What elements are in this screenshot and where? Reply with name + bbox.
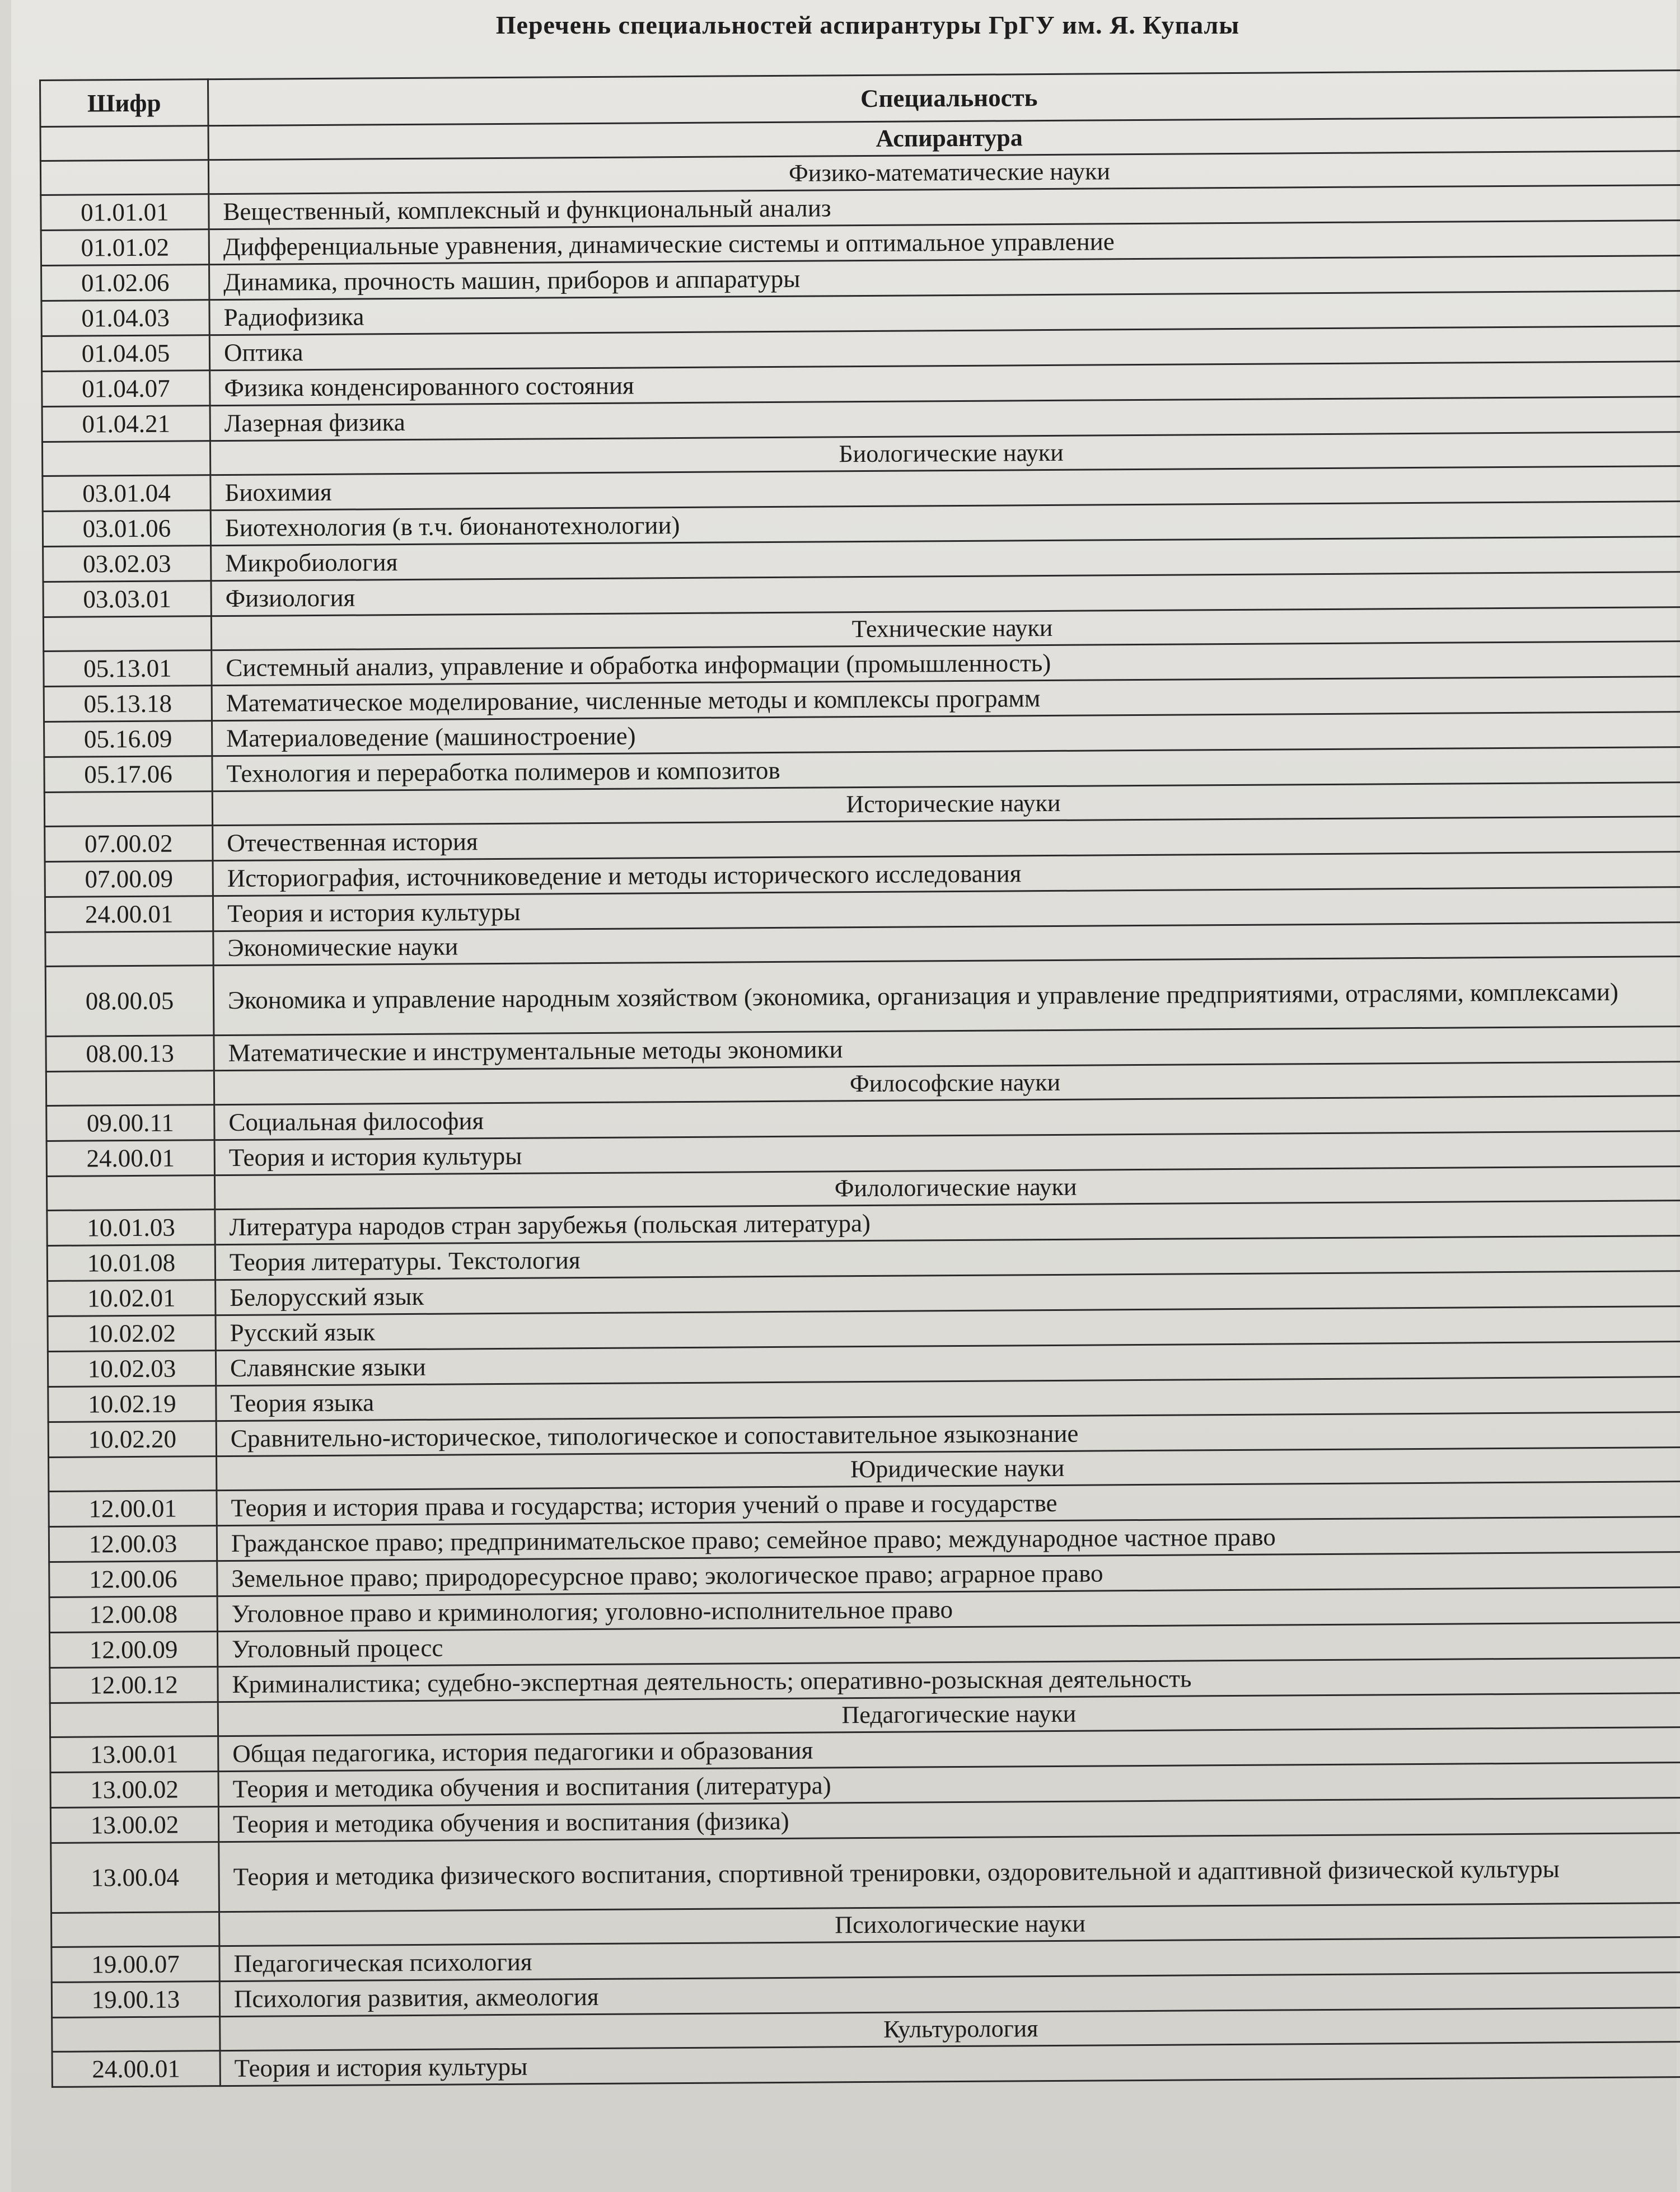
specialty-name: Педагогическая психология (219, 1937, 1680, 1981)
section-code-cell (45, 931, 213, 967)
specialty-name: Теория литературы. Текстология (215, 1235, 1680, 1280)
specialty-code: 01.01.01 (41, 194, 209, 231)
specialty-code: 10.02.03 (48, 1351, 216, 1387)
specialty-code: 24.00.01 (46, 1140, 214, 1177)
specialty-code: 08.00.05 (45, 966, 214, 1037)
specialty-code: 01.04.07 (42, 371, 210, 407)
specialty-code: 01.04.05 (41, 335, 209, 372)
specialty-name: Теория и история культуры (213, 887, 1680, 931)
specialty-name: Динамика, прочность машин, приборов и аппаратуры (209, 255, 1680, 299)
specialty-name: Социальная философия (214, 1095, 1680, 1140)
section-code-cell (49, 1456, 217, 1492)
specialty-name: Материаловедение (машиностроение) (212, 711, 1680, 756)
specialty-name: Физиология (211, 572, 1680, 616)
specialty-code: 07.00.02 (45, 826, 213, 862)
specialty-name: Микробиология (211, 536, 1680, 580)
section-code-cell (52, 2017, 220, 2052)
specialty-name: Историография, источниковедение и методы исторического исследования (213, 851, 1680, 896)
specialty-code: 24.00.01 (45, 896, 213, 933)
specialty-code: 19.00.07 (52, 1946, 219, 1983)
specialty-code: 13.00.02 (50, 1772, 218, 1808)
specialty-name: Теория и история культуры (220, 2041, 1680, 2086)
specialty-code: 01.04.21 (42, 406, 210, 442)
specialty-code: 12.00.01 (49, 1491, 217, 1527)
specialty-code: 10.01.08 (47, 1245, 215, 1281)
specialty-name: Уголовное право и криминология; уголовно-исполнительное право (217, 1587, 1680, 1631)
specialty-code: 10.02.01 (48, 1280, 216, 1317)
specialty-code: 05.13.01 (44, 650, 212, 687)
specialty-name: Сравнительно-историческое, типологическое и сопоставительное языкознание (216, 1412, 1680, 1456)
section-title: Технические науки (211, 607, 1680, 650)
specialty-name: Радиофизика (209, 291, 1680, 335)
document-page (11, 0, 1677, 2192)
top-section-title: Аспирантура (208, 116, 1680, 160)
section-title: Педагогические науки (218, 1693, 1680, 1736)
specialty-code: 10.02.02 (48, 1315, 216, 1352)
section-title: Физико-математические науки (208, 151, 1680, 194)
specialty-code: 12.00.03 (49, 1526, 217, 1562)
specialty-code: 01.04.03 (41, 300, 209, 336)
specialty-name: Земельное право; природоресурсное право; экологическое право; аграрное право (217, 1552, 1680, 1596)
specialty-code: 01.02.06 (41, 265, 209, 301)
specialty-name: Белорусский язык (216, 1271, 1680, 1315)
section-title: Исторические науки (212, 782, 1680, 825)
specialty-name: Славянские языки (216, 1341, 1680, 1385)
specialty-name: Биохимия (210, 466, 1680, 510)
specialty-code: 13.00.01 (50, 1736, 218, 1773)
specialty-name: Отечественная история (213, 816, 1680, 860)
specialty-code: 19.00.13 (52, 1982, 219, 2018)
section-code-cell (40, 160, 208, 195)
specialty-code: 03.02.03 (43, 546, 211, 582)
section-code-cell (44, 791, 212, 827)
specialty-name: Русский язык (216, 1306, 1680, 1350)
specialty-code: 05.13.18 (44, 686, 212, 722)
section-title: Экономические науки (213, 922, 1680, 965)
specialty-name: Общая педагогика, история педагогики и образования (218, 1727, 1680, 1771)
section-title: Биологические науки (210, 432, 1680, 475)
specialty-code: 13.00.02 (50, 1807, 218, 1843)
section-title: Филологические науки (214, 1166, 1680, 1209)
specialties-table (39, 69, 1680, 2088)
specialty-name: Лазерная физика (210, 396, 1680, 441)
specialty-name: Теория и история права и государства; история учений о праве и государстве (217, 1481, 1680, 1525)
specialty-code: 10.01.03 (47, 1210, 215, 1246)
specialty-code: 05.17.06 (44, 756, 212, 793)
specialty-name: Биотехнология (в т.ч. бионанотехнологии) (210, 501, 1680, 545)
table-row (45, 956, 1680, 1036)
specialty-code: 07.00.09 (45, 861, 213, 897)
section-code-cell (52, 1912, 219, 1947)
section-code-cell (46, 1071, 214, 1106)
specialty-name: Криминалистика; судебно-экспертная деятельность; оперативно-розыскная деятельность (218, 1657, 1680, 1702)
specialty-name: Уголовный процесс (217, 1622, 1680, 1666)
specialty-name: Системный анализ, управление и обработка информации (промышленность) (212, 641, 1680, 685)
specialty-code: 12.00.09 (49, 1632, 217, 1668)
specialty-name: Литература народов стран зарубежья (польская литература) (215, 1200, 1680, 1244)
section-code-cell (50, 1702, 218, 1737)
specialty-name: Экономика и управление народным хозяйством (экономика, организация и управление предприятиями, отраслями, комплексами) (213, 956, 1680, 1035)
specialty-code: 05.16.09 (44, 721, 212, 757)
specialty-code: 03.01.04 (43, 475, 210, 512)
specialty-code: 13.00.04 (51, 1842, 219, 1913)
specialty-code: 12.00.06 (49, 1561, 217, 1598)
specialty-name: Математическое моделирование, численные методы и комплексы программ (212, 676, 1680, 720)
specialty-name: Гражданское право; предпринимательское право; семейное право; международное частное право (217, 1516, 1680, 1561)
specialty-code: 01.01.02 (41, 229, 209, 266)
specialty-name: Теория языка (216, 1376, 1680, 1421)
specialty-code: 09.00.11 (46, 1105, 214, 1141)
specialty-name: Физика конденсированного состояния (210, 361, 1680, 405)
table-row (51, 1833, 1680, 1913)
specialty-name: Технология и переработка полимеров и композитов (212, 747, 1680, 791)
specialty-name: Дифференциальные уравнения, динамические системы и оптимальное управление (209, 220, 1680, 264)
specialty-name: Теория и история культуры (214, 1131, 1680, 1175)
specialty-code: 24.00.01 (52, 2051, 220, 2087)
section-code-cell (40, 126, 208, 161)
specialty-code: 12.00.12 (50, 1667, 218, 1703)
specialty-code: 12.00.08 (49, 1596, 217, 1633)
specialty-name: Теория и методика обучения и воспитания (физика) (218, 1797, 1680, 1842)
specialty-code: 03.01.06 (43, 510, 210, 547)
section-title: Психологические науки (219, 1903, 1680, 1946)
specialty-name: Оптика (209, 326, 1680, 370)
section-code-cell (43, 616, 211, 652)
table-body (40, 116, 1680, 2087)
specialty-code: 03.03.01 (43, 581, 211, 617)
specialty-name: Вещественный, комплексный и функциональный анализ (209, 185, 1680, 229)
specialty-name: Теория и методика обучения и воспитания (литература) (218, 1762, 1680, 1806)
section-title: Юридические науки (217, 1447, 1680, 1490)
section-code-cell (42, 441, 210, 476)
specialty-code: 10.02.19 (48, 1386, 216, 1422)
document-title: Перечень специальностей аспирантуры ГрГУ им. Я. Купалы (495, 11, 1240, 39)
specialty-name: Теория и методика физического воспитания, спортивной тренировки, оздоровительной и адаптивной физической культуры (219, 1833, 1680, 1912)
section-title: Философские науки (214, 1061, 1680, 1104)
specialty-name: Психология развития, акмеология (219, 1972, 1680, 2016)
specialty-name: Математические и инструментальные методы экономики (214, 1026, 1680, 1070)
section-title: Культурология (220, 2007, 1680, 2050)
specialty-code: 10.02.20 (48, 1421, 216, 1458)
specialty-code: 08.00.13 (46, 1036, 214, 1072)
section-code-cell (46, 1175, 214, 1211)
header-specialty: Специальность (208, 70, 1680, 125)
header-code: Шифр (40, 79, 209, 127)
